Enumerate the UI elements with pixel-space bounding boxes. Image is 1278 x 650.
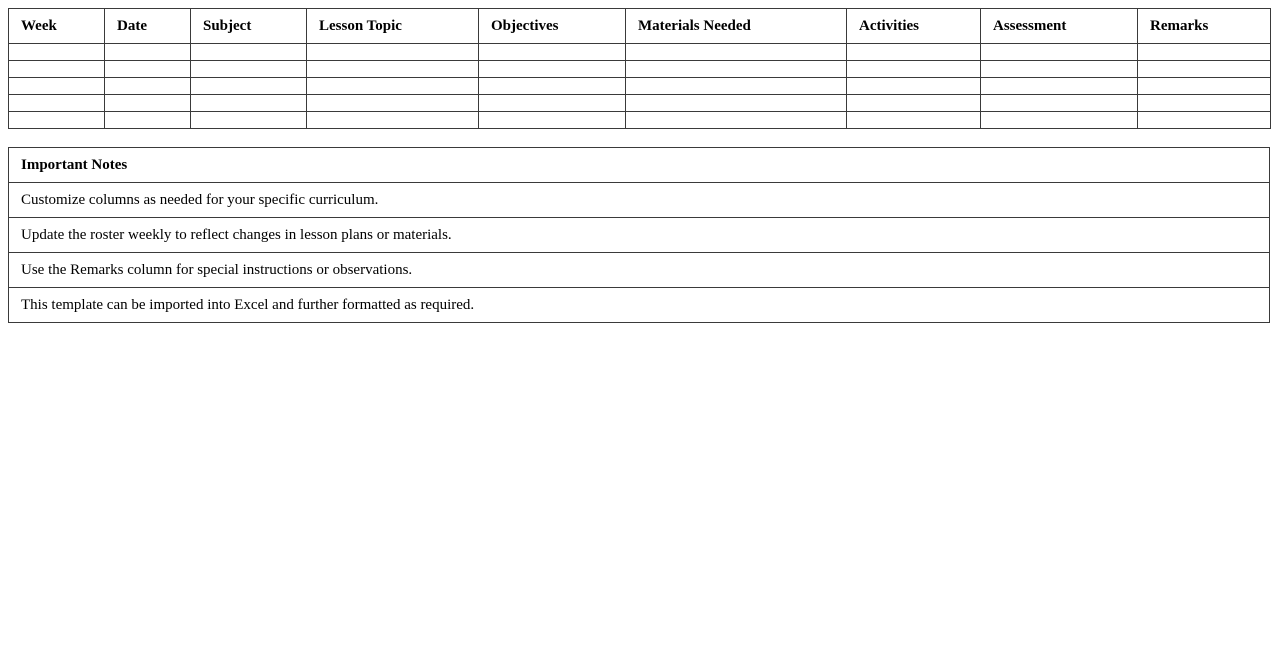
table-cell[interactable]	[191, 44, 307, 61]
column-header-week: Week	[9, 9, 105, 44]
table-cell[interactable]	[9, 44, 105, 61]
notes-header-row	[9, 148, 1270, 183]
table-cell[interactable]	[191, 112, 307, 129]
table-cell[interactable]	[307, 61, 479, 78]
table-cell[interactable]	[479, 44, 626, 61]
column-header-activities: Activities	[847, 9, 981, 44]
note-text: Use the Remarks column for special instructions or observations.	[9, 253, 1270, 288]
table-cell[interactable]	[626, 44, 847, 61]
table-cell[interactable]	[191, 61, 307, 78]
table-cell[interactable]	[1138, 44, 1271, 61]
column-header-lesson-topic: Lesson Topic	[307, 9, 479, 44]
note-text: Update the roster weekly to reflect changes in lesson plans or materials.	[9, 218, 1270, 253]
table-cell[interactable]	[626, 61, 847, 78]
table-row	[9, 78, 1271, 95]
table-cell[interactable]	[479, 78, 626, 95]
table-cell[interactable]	[1138, 78, 1271, 95]
column-header-objectives: Objectives	[479, 9, 626, 44]
table-cell[interactable]	[479, 95, 626, 112]
table-cell[interactable]	[847, 78, 981, 95]
list-item	[9, 218, 1270, 253]
table-cell[interactable]	[847, 95, 981, 112]
table-row	[9, 44, 1271, 61]
note-text: This template can be imported into Excel and further formatted as required.	[9, 288, 1270, 323]
column-header-assessment: Assessment	[981, 9, 1138, 44]
table-cell[interactable]	[105, 78, 191, 95]
table-cell[interactable]	[847, 44, 981, 61]
roster-table	[8, 8, 1271, 129]
table-cell[interactable]	[981, 44, 1138, 61]
list-item	[9, 183, 1270, 218]
table-cell[interactable]	[191, 78, 307, 95]
table-cell[interactable]	[191, 95, 307, 112]
table-cell[interactable]	[626, 78, 847, 95]
table-cell[interactable]	[626, 112, 847, 129]
roster-header-row	[9, 9, 1271, 44]
table-row	[9, 112, 1271, 129]
table-cell[interactable]	[981, 95, 1138, 112]
table-cell[interactable]	[1138, 61, 1271, 78]
table-cell[interactable]	[9, 61, 105, 78]
table-row	[9, 95, 1271, 112]
list-item	[9, 288, 1270, 323]
table-cell[interactable]	[307, 112, 479, 129]
table-cell[interactable]	[105, 112, 191, 129]
table-cell[interactable]	[479, 112, 626, 129]
table-cell[interactable]	[105, 95, 191, 112]
table-cell[interactable]	[9, 78, 105, 95]
table-cell[interactable]	[307, 95, 479, 112]
table-cell[interactable]	[9, 112, 105, 129]
column-header-materials-needed: Materials Needed	[626, 9, 847, 44]
notes-heading: Important Notes	[9, 148, 1270, 183]
table-cell[interactable]	[981, 61, 1138, 78]
table-cell[interactable]	[981, 78, 1138, 95]
table-row	[9, 61, 1271, 78]
column-header-date: Date	[105, 9, 191, 44]
table-cell[interactable]	[626, 95, 847, 112]
table-cell[interactable]	[307, 44, 479, 61]
column-header-remarks: Remarks	[1138, 9, 1271, 44]
note-text: Customize columns as needed for your specific curriculum.	[9, 183, 1270, 218]
column-header-subject: Subject	[191, 9, 307, 44]
table-cell[interactable]	[1138, 95, 1271, 112]
table-cell[interactable]	[981, 112, 1138, 129]
page-content	[8, 8, 1270, 323]
table-cell[interactable]	[1138, 112, 1271, 129]
notes-table	[8, 147, 1270, 323]
table-cell[interactable]	[847, 112, 981, 129]
table-cell[interactable]	[9, 95, 105, 112]
list-item	[9, 253, 1270, 288]
table-cell[interactable]	[307, 78, 479, 95]
table-cell[interactable]	[105, 44, 191, 61]
table-cell[interactable]	[479, 61, 626, 78]
table-cell[interactable]	[847, 61, 981, 78]
table-cell[interactable]	[105, 61, 191, 78]
